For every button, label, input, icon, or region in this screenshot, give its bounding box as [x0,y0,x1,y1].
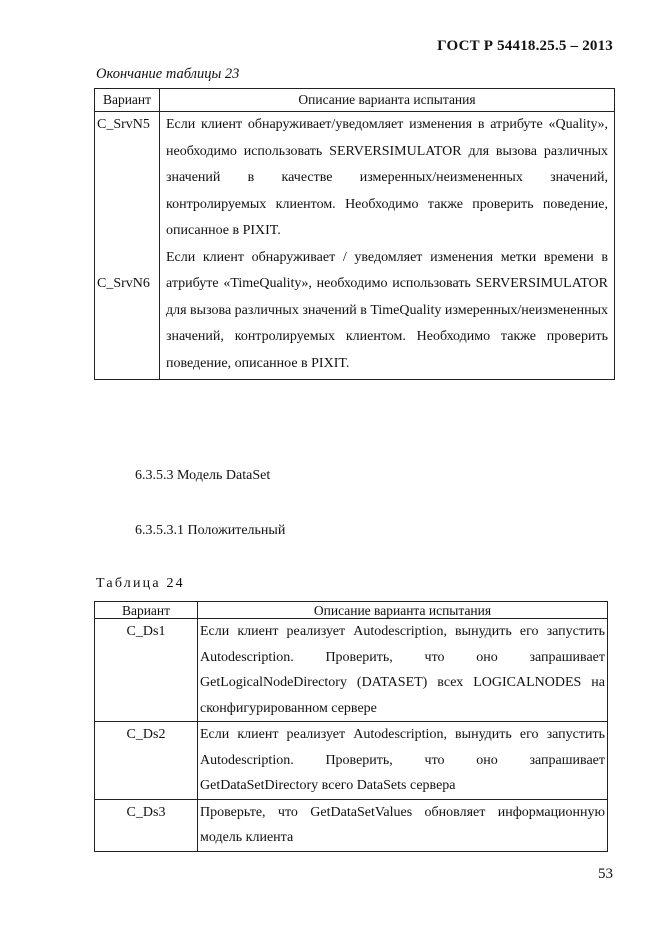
section-heading-dataset: 6.3.5.3 Модель DataSet [135,468,271,483]
variant-code: C_SrvN6 [97,275,150,291]
table-23 [94,88,615,380]
document-header: ГОСТ Р 54418.25.5 – 2013 [437,38,613,54]
table-row [95,619,608,722]
description-text: Если клиент обнаруживает / уведомляет изменения метки времени в атрибуте «TimeQuality», необходимо использовать SERVERSIMULATOR для вызова различных значений в TimeQuality измеренных/неизмененных значений, контролируемых клиентом. Необходимо также проверить поведение, описанное в PIXIT. [166,249,608,371]
description-cell [160,112,615,380]
table-23-caption: Окончание таблицы 23 [96,66,240,82]
column-header-description: Описание варианта испытания [198,602,608,619]
table-header-row [95,602,608,619]
column-header-description: Описание варианта испытания [160,89,615,112]
variant-cell: C_Ds2 [95,722,198,800]
variant-code: C_SrvN5 [97,117,150,132]
table-row [95,799,608,851]
description-cell: Проверьте, что GetDataSetValues обновляет информационную модель клиента [198,799,608,851]
page-number: 53 [598,866,613,882]
description-cell: Если клиент реализует Autodescription, вынудить его запустить Autodescription. Проверить, что оно запрашивает GetLogicalNodeDirectory (DATASET) всех LOGICALNODES на сконфигурированном сервере [198,619,608,722]
column-header-variant: Вариант [95,89,160,112]
table-header-row [95,89,615,112]
variant-cell: C_Ds1 [95,619,198,722]
table-row [95,112,615,380]
table-24 [94,601,608,852]
variant-cell: C_Ds3 [95,799,198,851]
column-header-variant: Вариант [95,602,198,619]
variant-cell [95,112,160,380]
description-cell: Если клиент реализует Autodescription, вынудить его запустить Autodescription. Проверить, что оно запрашивает GetDataSetDirectory всего DataSets сервера [198,722,608,800]
table-row [95,722,608,800]
section-heading-positive: 6.3.5.3.1 Положительный [135,523,286,538]
description-text: Если клиент обнаруживает/уведомляет изменения в атрибуте «Quality», необходимо использовать SERVERSIMULATOR для вызова различных значений в качестве измеренных/неизмененных значений, контролируемых клиентом. Необходимо также проверить поведение, описанное в PIXIT. [166,117,608,238]
table-24-caption: Таблица 24 [96,576,185,591]
